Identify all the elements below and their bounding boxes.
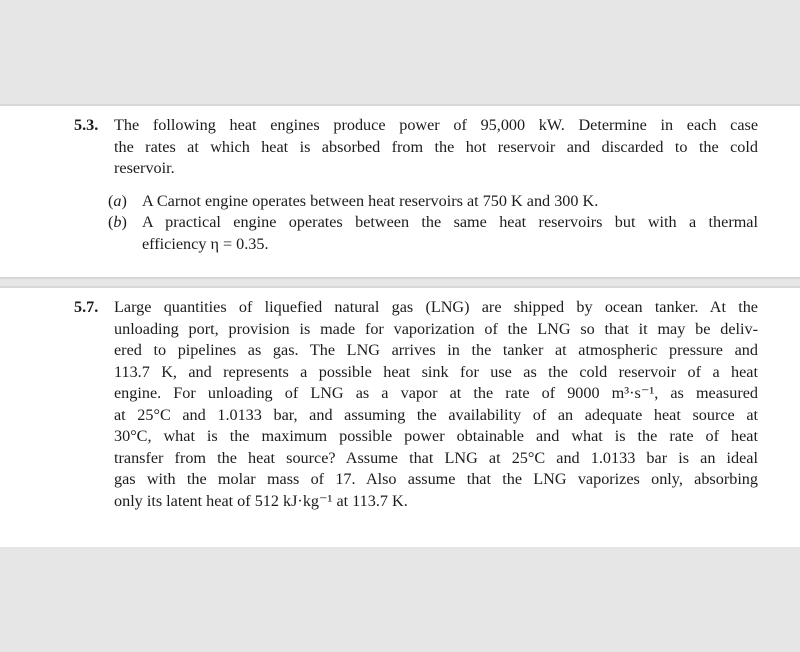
statement-line: unloading port, provision is made for vaporization of the LNG so that it may be deliv-	[114, 319, 758, 338]
problem-card-5-3	[0, 104, 800, 279]
statement-line: only its latent heat of 512 kJ·kg⁻¹ at 113.7 K.	[114, 491, 408, 510]
problem-number: 5.3.	[74, 116, 99, 134]
part-label: (a)	[108, 191, 127, 210]
problem-parts	[108, 191, 758, 256]
part-line: efficiency η = 0.35.	[142, 234, 269, 253]
statement-line: at 25°C and 1.0133 bar, and assuming the availability of an adequate heat source at	[114, 405, 758, 424]
problem-card-5-7	[0, 286, 800, 547]
problem-5-7	[70, 297, 758, 512]
part-label: (b)	[108, 213, 127, 231]
statement-line: the rates at which heat is absorbed from the hot reservoir and discarded to the cold	[114, 137, 758, 156]
statement-line: Large quantities of liquefied natural gas (LNG) are shipped by ocean tanker. At the	[114, 298, 758, 316]
problem-number: 5.7.	[74, 298, 99, 316]
statement-line: 113.7 K, and represents a possible heat sink for use as the cold reservoir of a heat	[114, 362, 758, 381]
part-b	[108, 212, 758, 255]
statement-line: The following heat engines produce power of 95,000 kW. Determine in each case	[114, 116, 758, 134]
part-letter: b	[113, 213, 122, 231]
problem-5-3	[70, 115, 758, 255]
statement-line: gas with the molar mass of 17. Also assume that the LNG vaporizes only, absorbing	[114, 470, 758, 488]
problem-statement	[114, 297, 758, 512]
part-line: A Carnot engine operates between heat reservoirs at 750 K and 300 K.	[142, 191, 599, 210]
statement-line: transfer from the heat source? Assume that LNG at 25°C and 1.0133 bar is an ideal	[114, 448, 758, 467]
part-a	[108, 191, 758, 213]
statement-line: reservoir.	[114, 159, 175, 177]
statement-line: ered to pipelines as gas. The LNG arrives in the tanker at atmospheric pressure and	[114, 341, 758, 359]
problem-statement	[114, 115, 758, 180]
statement-line: 30°C, what is the maximum possible power obtainable and what is the rate of heat	[114, 427, 758, 445]
part-line: A practical engine operates between the same heat reservoirs but with a thermal	[142, 213, 758, 231]
part-letter: a	[113, 191, 122, 210]
statement-line: engine. For unloading of LNG as a vapor at the rate of 9000 m³·s⁻¹, as measured	[114, 384, 758, 402]
